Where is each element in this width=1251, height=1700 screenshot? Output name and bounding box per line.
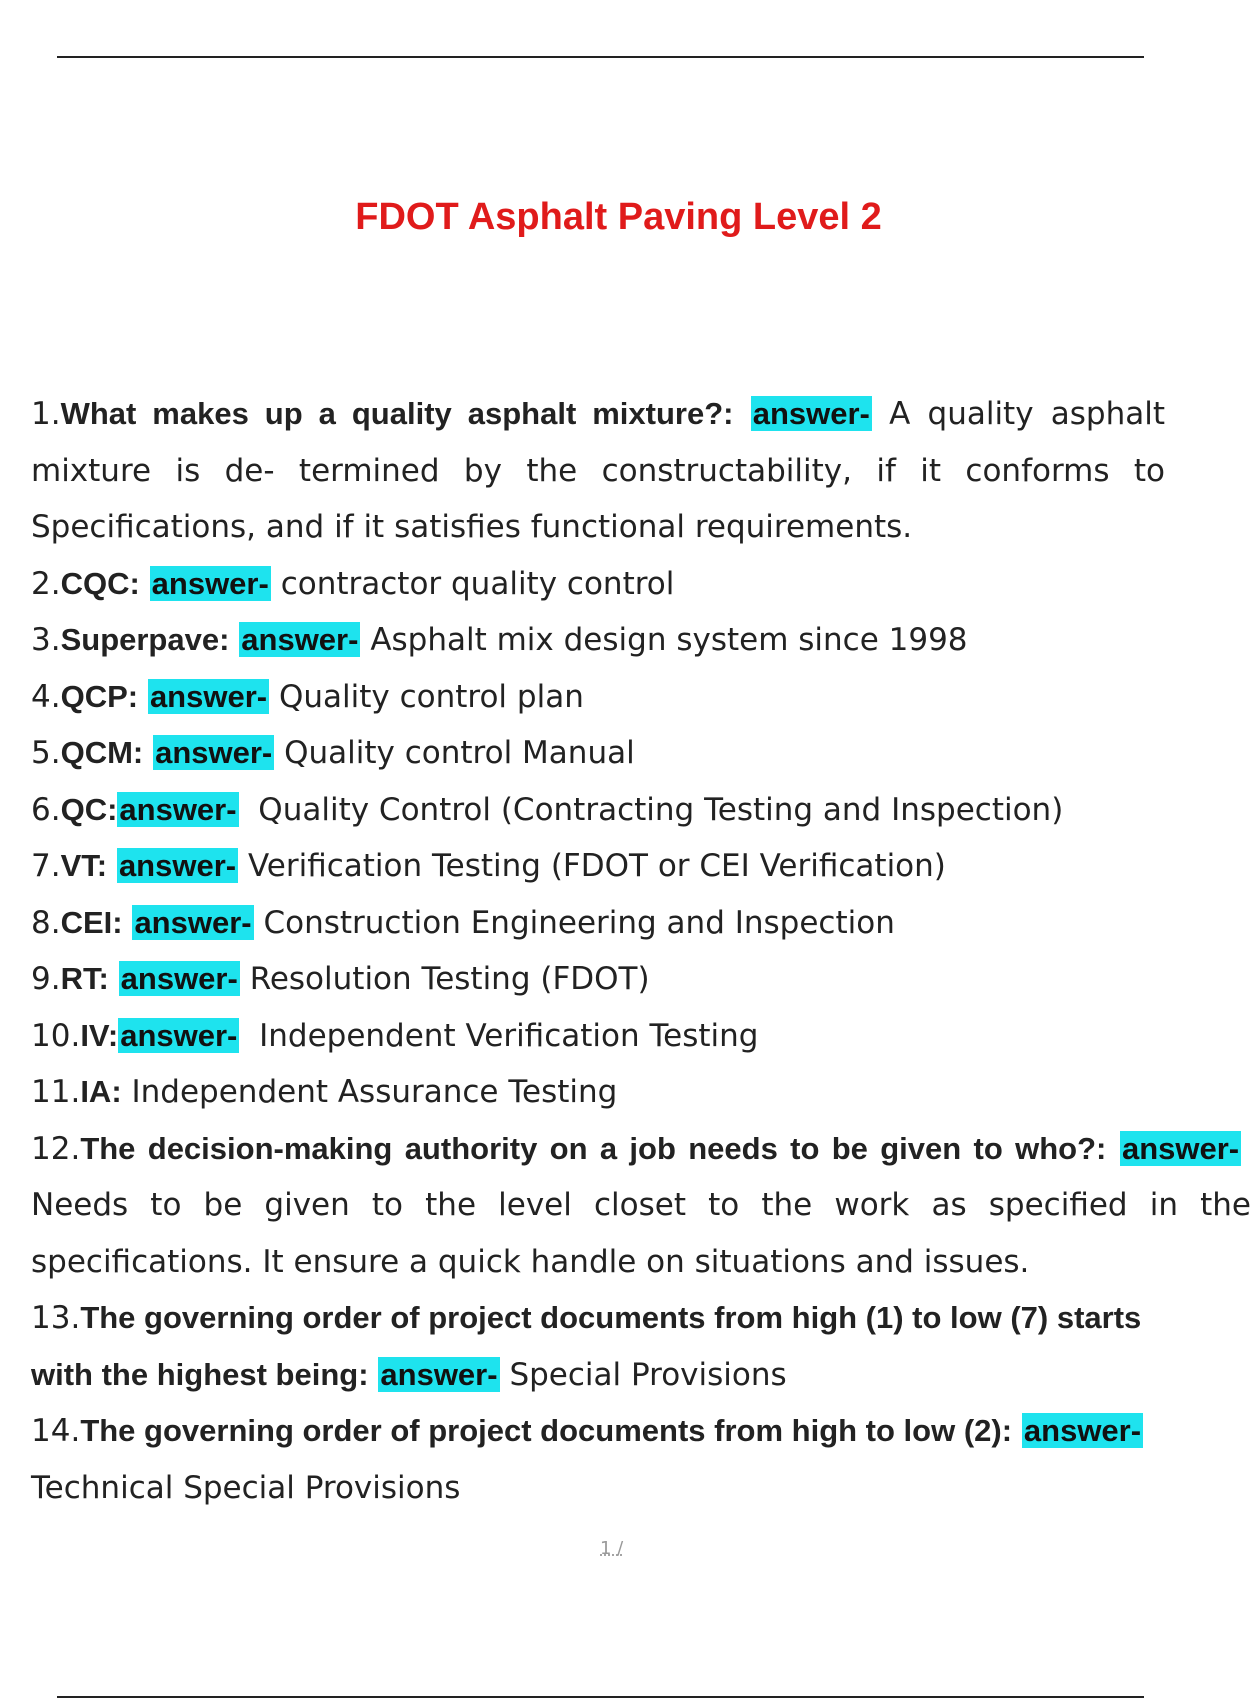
question-text: What makes up a quality asphalt mixture?: <box>60 396 734 431</box>
item-number: 11. <box>31 1074 81 1110</box>
answer-tag: answer- <box>120 1017 238 1053</box>
qa-list <box>31 386 1251 1516</box>
question-text: QC: <box>60 791 118 827</box>
qa-item-2 <box>31 556 1165 613</box>
question-text: The decision-making authority on a job needs to be given to who?: <box>80 1130 1107 1166</box>
page-number: 1 / <box>600 1538 624 1559</box>
qa-item-3 <box>31 612 1165 669</box>
answer-tag: answer- <box>134 904 252 940</box>
answer-text: Quality control Manual <box>284 735 635 771</box>
answer-text: Independent Verification Testing <box>259 1017 759 1054</box>
question-text: IA: <box>80 1074 122 1109</box>
qa-item-6 <box>31 782 1165 839</box>
answer-tag: answer- <box>1121 1130 1240 1166</box>
question-text: The governing order of project documents from high to low (2): <box>80 1413 1013 1448</box>
answer-tag: answer- <box>155 735 273 770</box>
answer-text: Asphalt mix design system since 1998 <box>370 622 968 658</box>
question-text: RT: <box>60 961 109 996</box>
document-title: FDOT Asphalt Paving Level 2 <box>355 196 882 238</box>
answer-text: Resolution Testing (FDOT) <box>249 961 650 997</box>
answer-tag: answer- <box>120 961 238 996</box>
answer-tag: answer- <box>380 1356 498 1392</box>
qa-item-9 <box>31 951 1165 1008</box>
item-number: 9. <box>31 961 61 997</box>
qa-item-8 <box>31 895 1165 952</box>
item-number: 3. <box>31 622 61 658</box>
qa-item-11 <box>31 1064 1165 1121</box>
qa-item-4 <box>31 669 1165 726</box>
top-rule <box>57 56 1144 58</box>
question-text: CQC: <box>60 565 140 601</box>
answer-text: Verification Testing (FDOT or CEI Verification) <box>247 848 946 884</box>
question-text: QCM: <box>60 735 144 770</box>
qa-item-12 <box>31 1121 1251 1291</box>
item-number: 12. <box>31 1130 81 1167</box>
qa-item-5 <box>31 725 1165 782</box>
qa-item-1 <box>31 386 1165 556</box>
answer-text: Quality control plan <box>278 678 584 715</box>
item-number: 10. <box>31 1017 81 1054</box>
bottom-rule <box>57 1696 1144 1698</box>
answer-tag: answer- <box>752 396 870 431</box>
question-text: Superpave: <box>60 622 230 657</box>
question-text: The governing order of project documents from high (1) to low (7) starts with the highest being: <box>31 1300 1142 1392</box>
item-number: 13. <box>31 1300 81 1336</box>
answer-text: Independent Assurance Testing <box>131 1074 618 1110</box>
answer-text: contractor quality control <box>280 565 675 602</box>
answer-tag: answer- <box>119 791 237 827</box>
answer-text: A quality asphalt mixture is de- termined by the constructability, if it conforms to Specifications, and if it satisfies functional requirements. <box>31 396 1166 545</box>
question-text: IV: <box>80 1017 119 1053</box>
answer-text: Quality Control (Contracting Testing and Inspection) <box>258 791 1064 828</box>
item-number: 6. <box>31 791 61 828</box>
item-number: 7. <box>31 848 61 884</box>
answer-tag: answer- <box>118 848 237 883</box>
answer-text: Needs to be given to the level closet to the work as specified in the specifications. It ensure a quick handle on situations and issues. <box>31 1187 1251 1280</box>
item-number: 5. <box>31 735 61 771</box>
answer-text: Technical Special Provisions <box>31 1469 461 1506</box>
item-number: 8. <box>31 904 61 941</box>
item-number: 2. <box>31 565 61 602</box>
qa-item-14 <box>31 1403 1165 1516</box>
question-text: VT: <box>60 848 108 883</box>
qa-item-13 <box>31 1290 1165 1403</box>
qa-item-7 <box>31 838 1165 895</box>
item-number: 14. <box>31 1413 81 1449</box>
answer-tag: answer- <box>1023 1413 1142 1448</box>
answer-tag: answer- <box>149 678 268 714</box>
answer-text: Construction Engineering and Inspection <box>263 904 895 941</box>
qa-item-10 <box>31 1008 1165 1065</box>
question-text: QCP: <box>60 678 139 714</box>
answer-tag: answer- <box>241 622 359 657</box>
item-number: 1. <box>31 396 61 432</box>
item-number: 4. <box>31 678 61 715</box>
question-text: CEI: <box>60 904 123 940</box>
answer-text: Special Provisions <box>509 1356 787 1393</box>
answer-tag: answer- <box>151 565 269 601</box>
